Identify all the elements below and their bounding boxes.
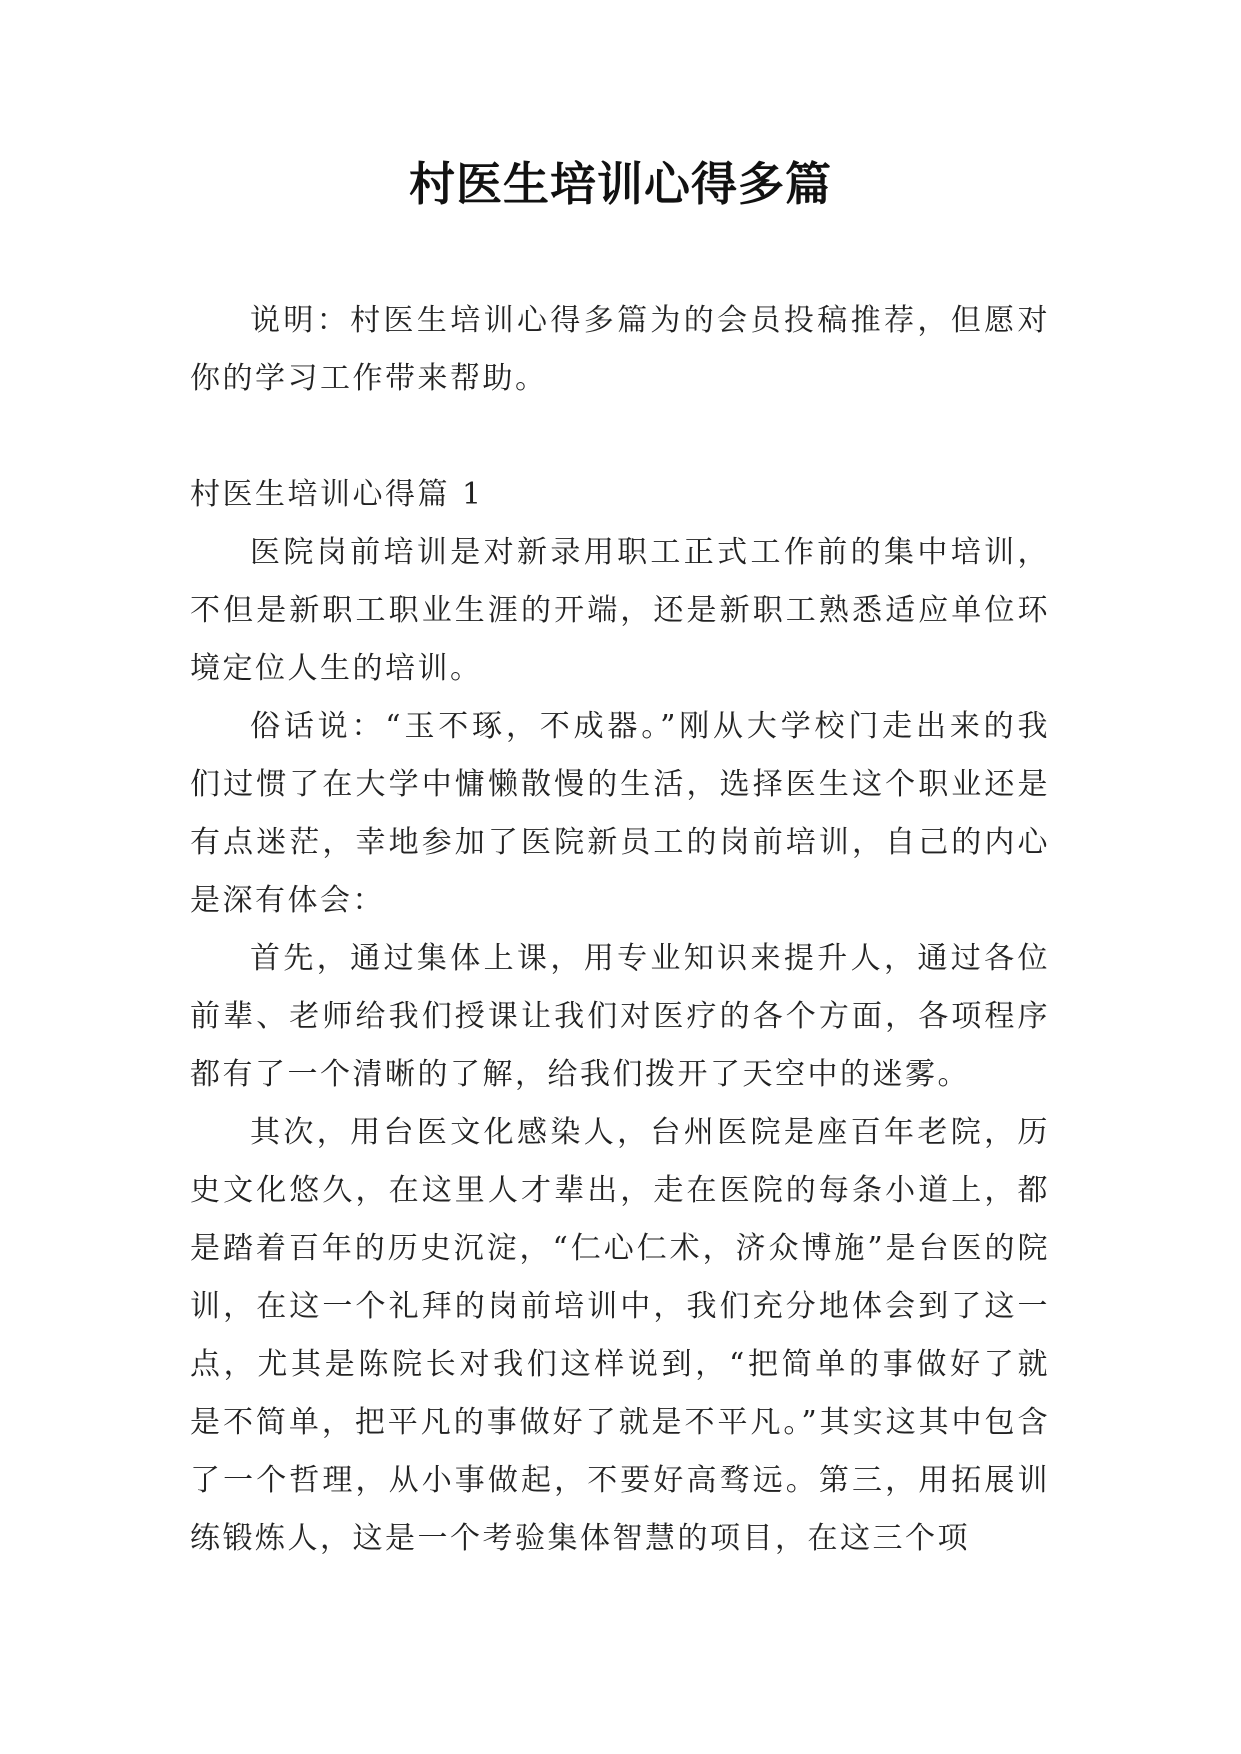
- intro-paragraph: 说明：村医生培训心得多篇为的会员投稿推荐，但愿对你的学习工作带来帮助。: [190, 303, 1050, 396]
- body-paragraph-2: 俗话说：“玉不琢，不成器。”刚从大学校门走出来的我们过惯了在大学中慵懒散慢的生活，选择医生这个职业还是有点迷茫，幸地参加了医院新员工的岗前培训，自己的内心是深有体会：: [190, 709, 1050, 918]
- body-paragraph-3: 首先，通过集体上课，用专业知识来提升人，通过各位前辈、老师给我们授课让我们对医疗的各个方面，各项程序都有了一个清晰的了解，给我们拨开了天空中的迷雾。: [190, 941, 1050, 1092]
- intro-block: [190, 292, 1050, 408]
- content-block: [190, 466, 1050, 1568]
- document-title: 村医生培训心得多篇: [409, 157, 832, 211]
- section-heading: 村医生培训心得篇 1: [190, 477, 484, 512]
- body-paragraph-1: 医院岗前培训是对新录用职工正式工作前的集中培训，不但是新职工职业生涯的开端，还是新职工熟悉适应单位环境定位人生的培训。: [190, 535, 1050, 686]
- body-paragraph-4: 其次，用台医文化感染人，台州医院是座百年老院，历史文化悠久，在这里人才辈出，走在医院的每条小道上，都是踏着百年的历史沉淀，“仁心仁术，济众博施”是台医的院训，在这一个礼拜的岗前培训中，我们充分地体会到了这一点，尤其是陈院长对我们这样说到，“把简单的事做好了就是不简单，把平凡的事做好了就是不平凡。”其实这其中包含了一个哲理，从小事做起，不要好高骛远。第三，用拓展训练锻炼人，这是一个考验集体智慧的项目，在这三个项: [190, 1115, 1050, 1556]
